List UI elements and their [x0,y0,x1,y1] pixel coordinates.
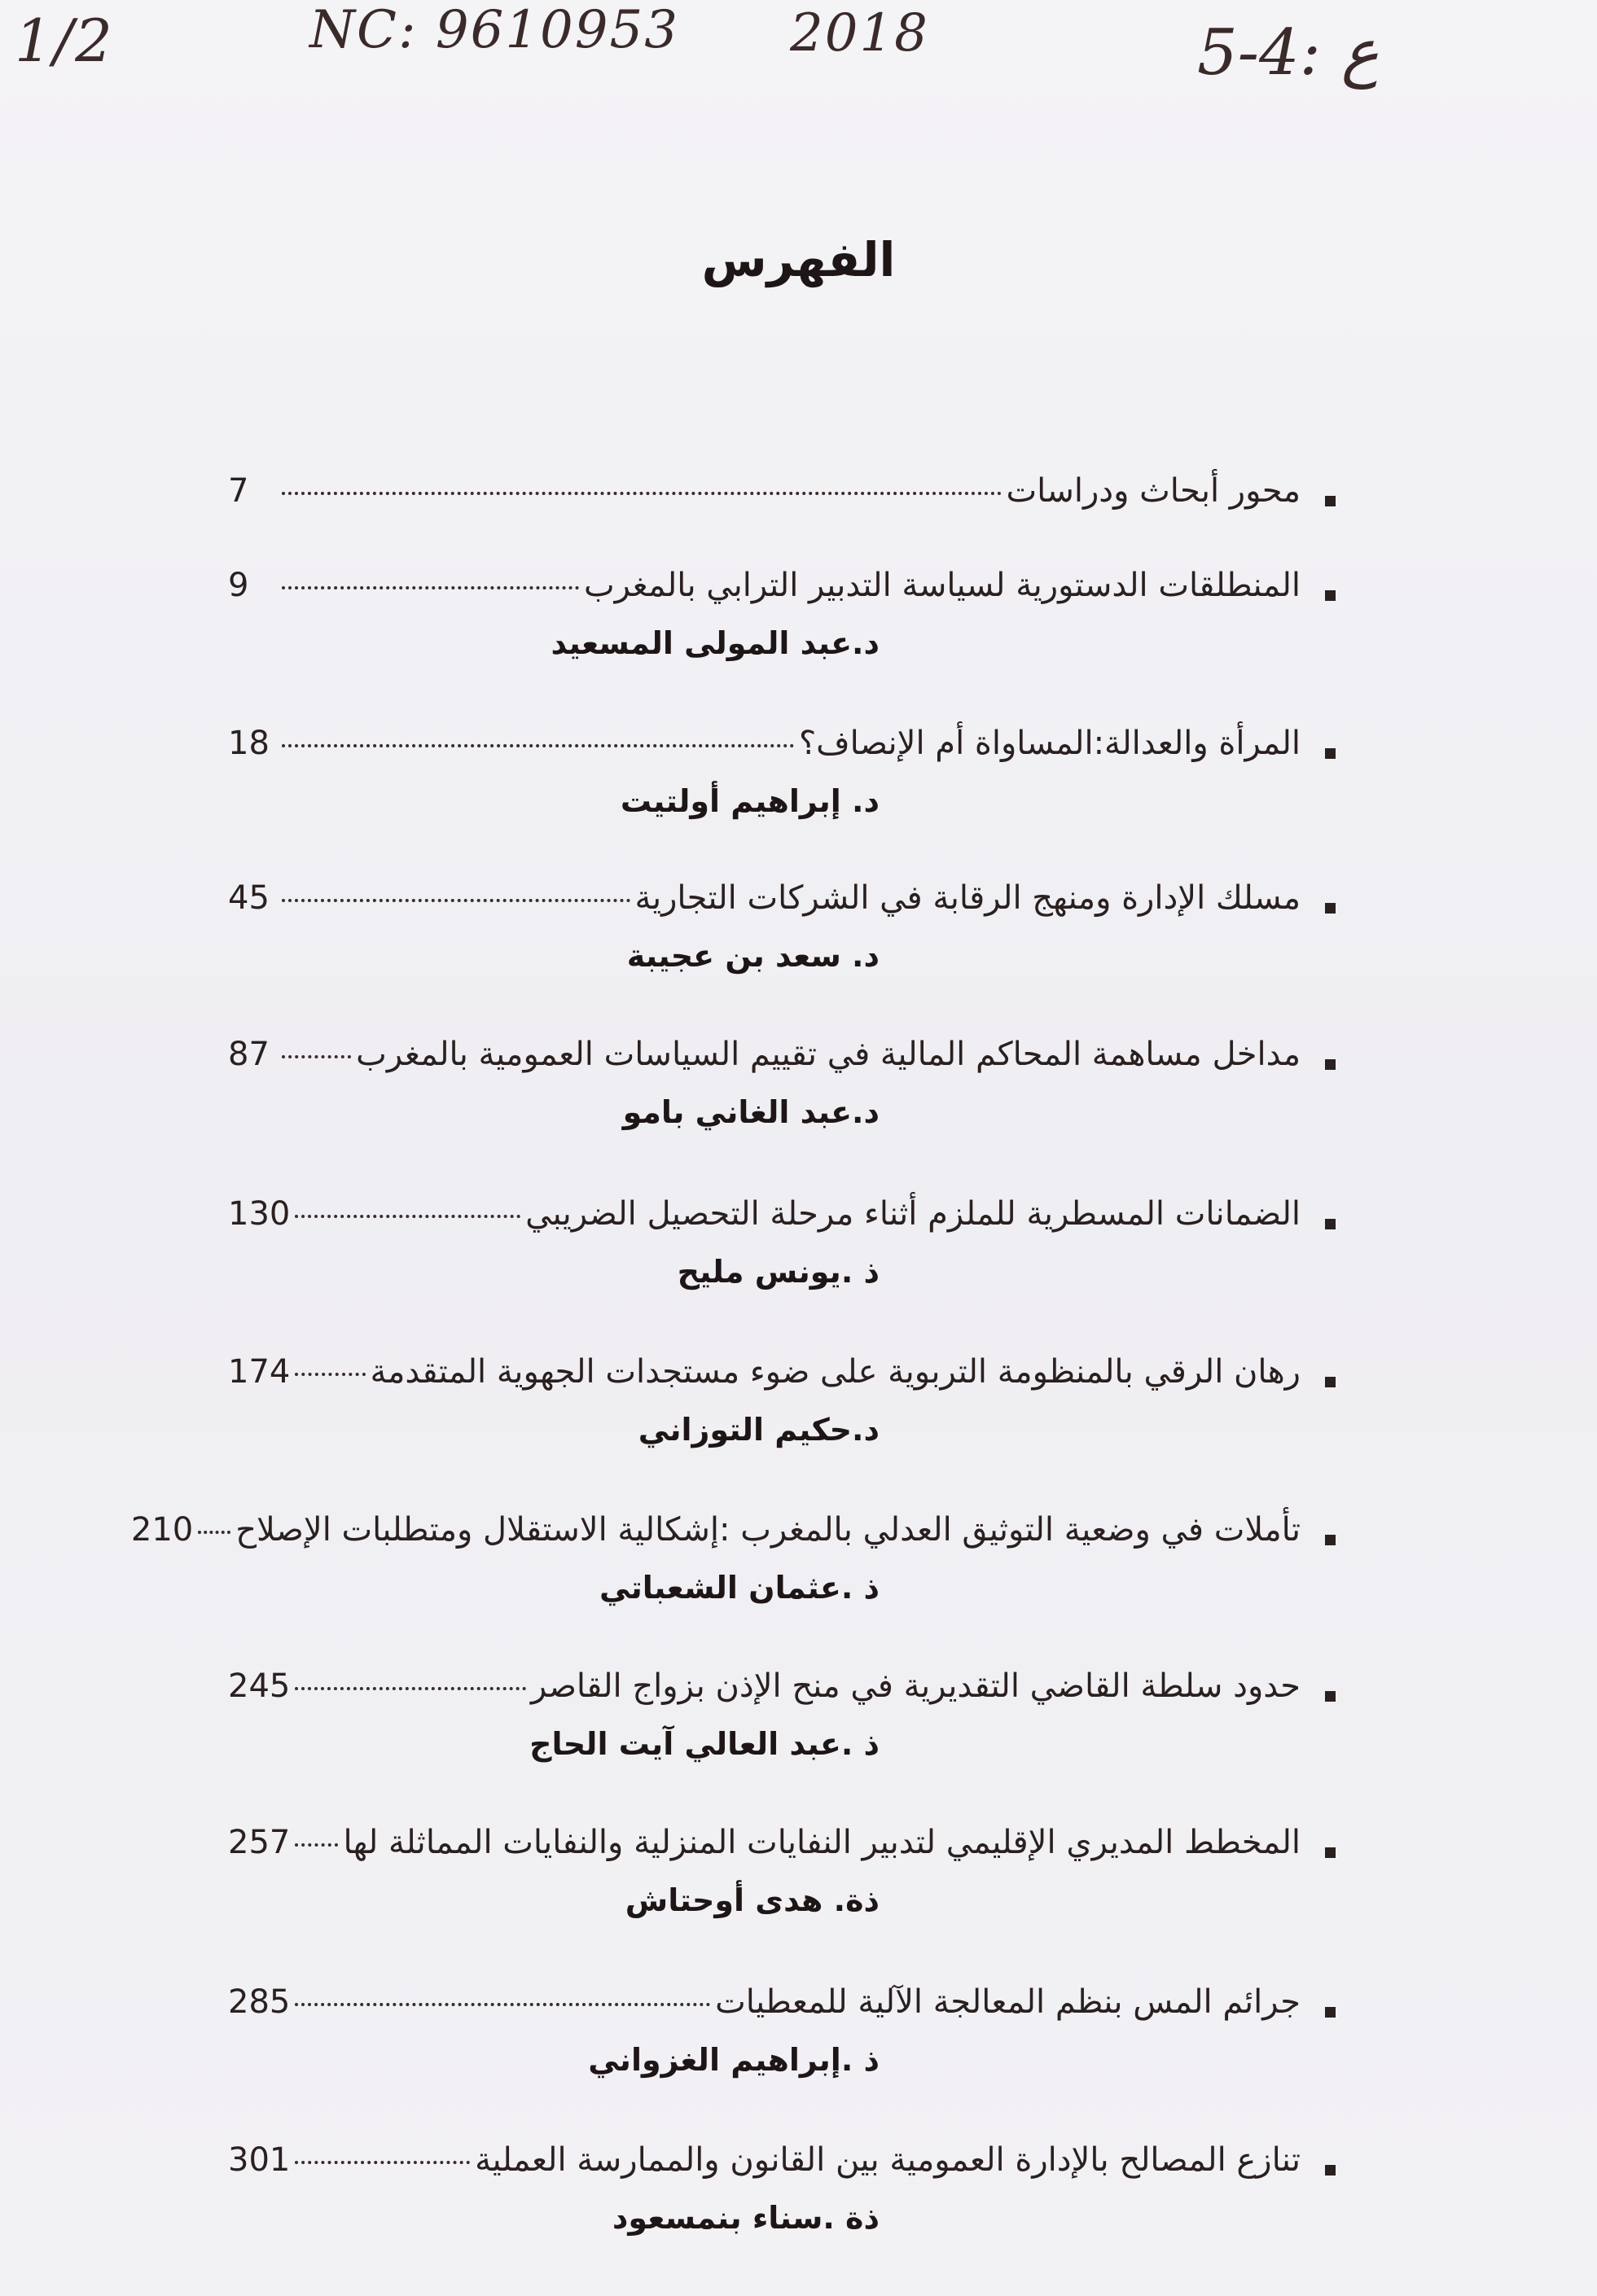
bullet-icon [1325,2007,1336,2018]
entry-page-number: 285 [228,1983,291,2021]
toc-entry [228,1036,1336,1130]
entry-page-number: 45 [228,879,270,917]
toc-entry [228,472,1336,529]
entry-title: المرأة والعدالة:المساواة أم الإنصاف؟ [798,725,1301,762]
dot-leader [295,1843,338,1847]
bullet-icon [1325,590,1336,601]
toc-entry [228,1983,1336,2078]
bullet-icon [1325,1059,1336,1070]
entry-page-number: 87 [228,1036,270,1073]
entry-title: المنطلقات الدستورية لسياسة التدبير الترابي بالمغرب [583,567,1301,604]
entry-title: تأملات في وضعية التوثيق العدلي بالمغرب :إشكالية الاستقلال ومتطلبات الإصلاح [235,1511,1301,1549]
entry-author: ذة. هدى أوحتاش [625,1882,880,1918]
entry-title: المخطط المديري الإقليمي لتدبير النفايات المنزلية والنفايات المماثلة لها [343,1824,1301,1861]
bullet-icon [1325,496,1336,506]
dot-leader [295,2161,470,2164]
entry-author: د. إبراهيم أولتيت [620,783,880,819]
entry-page-number: 174 [228,1353,291,1391]
dot-leader [282,1055,351,1058]
bullet-icon [1325,1535,1336,1545]
dot-leader [282,899,630,902]
entry-title: مداخل مساهمة المحاكم المالية في تقييم السياسات العمومية بالمغرب [356,1036,1301,1073]
toc-entry [228,879,1336,974]
dot-leader [295,1373,365,1376]
entry-title: محور أبحاث ودراسات [1006,472,1301,510]
entry-title: رهان الرقي بالمنظومة التربوية على ضوء مستجدات الجهوية المتقدمة [370,1353,1301,1391]
entry-page-number: 210 [130,1511,194,1549]
entry-page-number: 245 [228,1667,291,1705]
entry-author: د.عبد المولى المسعيد [551,625,880,661]
toc-entry [228,567,1336,661]
bullet-icon [1325,903,1336,914]
toc-entry [130,1511,1336,1606]
entry-page-number: 130 [228,1195,291,1233]
bullet-icon [1325,748,1336,759]
dot-leader [295,1215,520,1218]
entry-author: ذ .عثمان الشعباتي [599,1570,880,1606]
handwritten-fraction: 1/2 [15,7,114,75]
bullet-icon [1325,1377,1336,1387]
dot-leader [295,1687,526,1690]
page-title: الفهرس [701,232,896,287]
dot-leader [282,492,1002,495]
handwritten-year: 2018 [790,3,929,64]
entry-title: الضمانات المسطرية للملزم أثناء مرحلة التحصيل الضريبي [525,1195,1301,1233]
toc-entry [228,725,1336,819]
dot-leader [295,2003,710,2006]
handwritten-reference: NC: 9610953 [309,0,679,60]
toc-entry [228,1195,1336,1290]
entry-title: جرائم المس بنظم المعالجة الآلية للمعطيات [715,1983,1301,2021]
entry-page-number: 301 [228,2141,291,2179]
entry-page-number: 7 [228,472,249,510]
entry-author: د. سعد بن عجيبة [626,938,880,974]
toc-entry [228,1824,1336,1918]
dot-leader [282,744,794,747]
bullet-icon [1325,1691,1336,1702]
entry-author: ذ .إبراهيم الغزواني [588,2042,880,2078]
entry-author: د.حكيم التوزاني [638,1412,880,1448]
entry-page-number: 18 [228,725,270,762]
entry-author: د.عبد الغاني بامو [622,1094,880,1130]
entry-author: ذ .عبد العالي آيت الحاج [529,1726,880,1762]
entry-title: مسلك الإدارة ومنهج الرقابة في الشركات التجارية [634,879,1301,917]
bullet-icon [1325,1847,1336,1858]
toc-entry [228,2141,1336,2236]
toc-entry [228,1353,1336,1448]
entry-page-number: 9 [228,567,249,604]
entry-title: حدود سلطة القاضي التقديرية في منح الإذن بزواج القاصر [530,1667,1301,1705]
entry-author: ذ .يونس مليح [677,1254,880,1290]
dot-leader [282,586,579,589]
entry-author: ذة .سناء بنمسعود [612,2200,880,2236]
entry-title: تنازع المصالح بالإدارة العمومية بين القانون والممارسة العملية [475,2141,1301,2179]
entry-page-number: 257 [228,1824,291,1861]
bullet-icon [1325,1219,1336,1229]
dot-leader [198,1531,230,1534]
bullet-icon [1325,2165,1336,2176]
toc-entry [228,1667,1336,1762]
handwritten-code: 5-4: ع [1197,16,1380,90]
